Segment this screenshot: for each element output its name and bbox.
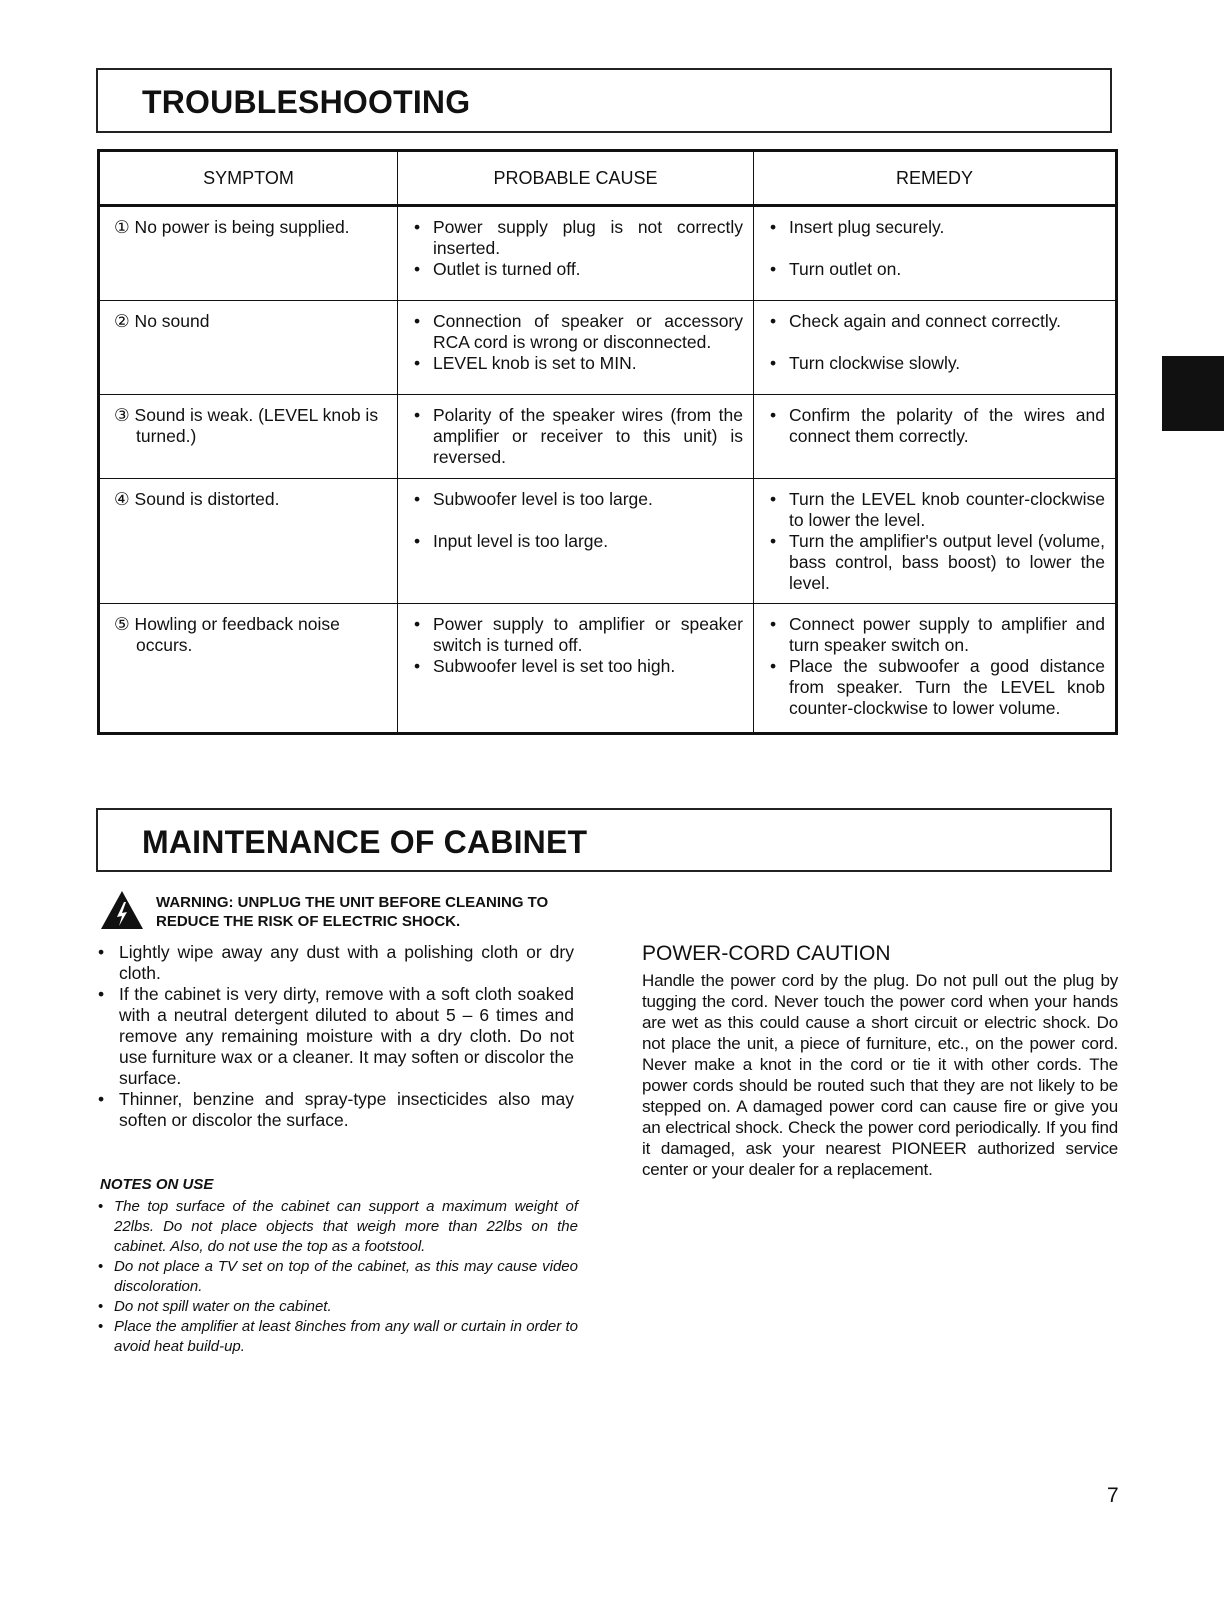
cause-item: • Subwoofer level is too large. <box>410 489 743 510</box>
table-row <box>99 301 1117 395</box>
remedy-cell <box>754 301 1117 395</box>
cause-item: • LEVEL knob is set to MIN. <box>410 353 743 374</box>
list-item: • Lightly wipe away any dust with a polishing cloth or dry cloth. <box>96 942 574 984</box>
remedy-item: • Check again and connect correctly. <box>766 311 1105 332</box>
remedy-item: • Place the subwoofer a good distance from speaker. Turn the LEVEL knob counter-clockwise to lower volume. <box>766 656 1105 719</box>
cause-item: • Polarity of the speaker wires (from the amplifier or receiver to this unit) is reversed. <box>410 405 743 468</box>
cause-cell <box>398 206 754 301</box>
symptom-header: SYMPTOM <box>99 151 398 206</box>
cause-cell <box>398 604 754 734</box>
remedy-cell <box>754 395 1117 479</box>
remedy-cell <box>754 604 1117 734</box>
table-row <box>99 479 1117 604</box>
cause-item: • Power supply to amplifier or speaker switch is turned off. <box>410 614 743 656</box>
list-item: • Thinner, benzine and spray-type insecticides also may soften or discolor the surface. <box>96 1089 574 1131</box>
cause-cell <box>398 301 754 395</box>
symptom-text: ⑤ Howling or feedback noise occurs. <box>114 614 340 655</box>
cause-cell <box>398 395 754 479</box>
notes-title: NOTES ON USE <box>100 1176 214 1193</box>
power-cord-title: POWER-CORD CAUTION <box>642 942 891 965</box>
remedy-item: • Turn the LEVEL knob counter-clockwise to lower the level. <box>766 489 1105 531</box>
symptom-text: ① No power is being supplied. <box>114 217 350 237</box>
power-cord-caution <box>642 942 1118 1180</box>
table-row <box>99 395 1117 479</box>
troubleshooting-table <box>97 149 1118 735</box>
note-item: • Do not place a TV set on top of the cabinet, as this may cause video discoloration. <box>96 1257 578 1297</box>
troubleshooting-title-box <box>96 68 1112 133</box>
maintenance-title-box <box>96 808 1112 872</box>
note-item: • Do not spill water on the cabinet. <box>96 1297 578 1317</box>
cause-item: • Connection of speaker or accessory RCA cord is wrong or disconnected. <box>410 311 743 353</box>
symptom-cell <box>99 206 398 301</box>
maintenance-list <box>96 942 574 1131</box>
remedy-cell <box>754 479 1117 604</box>
power-cord-text: Handle the power cord by the plug. Do not pull out the plug by tugging the cord. Never touch the power cord when your hands are wet as this could cause a short circuit or electric shock. Do not place the unit, a piece of furniture, etc., on the power cord. Never make a knot in the cord or tie it with other cords. The power cords should be routed such that they are not likely to be stepped on. A damaged power cord can cause fire or give you an electrical shock. Check the power cord periodically. If you find it damaged, ask your nearest PIONEER authorized service center or your dealer for a replacement. <box>642 971 1118 1179</box>
table-row <box>99 604 1117 734</box>
remedy-item: • Turn the amplifier's output level (volume, bass control, bass boost) to lower the level. <box>766 531 1105 594</box>
page-number: 7 <box>1107 1484 1119 1507</box>
remedy-item: • Confirm the polarity of the wires and connect them correctly. <box>766 405 1105 447</box>
remedy-header: REMEDY <box>754 151 1117 206</box>
remedy-item: • Turn clockwise slowly. <box>766 353 1105 374</box>
symptom-text: ③ Sound is weak. (LEVEL knob is turned.) <box>114 405 379 446</box>
electric-shock-warning-icon <box>100 890 144 930</box>
symptom-cell <box>99 301 398 395</box>
cause-item: • Power supply plug is not correctly inserted. <box>410 217 743 259</box>
maintenance-title: MAINTENANCE OF CABINET <box>142 824 588 860</box>
symptom-cell <box>99 479 398 604</box>
symptom-cell <box>99 604 398 734</box>
symptom-text: ④ Sound is distorted. <box>114 489 280 509</box>
remedy-item: • Turn outlet on. <box>766 259 1105 280</box>
note-item: • The top surface of the cabinet can support a maximum weight of 22lbs. Do not place objects that weigh more than 22lbs on the cabinet. Also, do not use the top as a footstool. <box>96 1197 578 1257</box>
section-tab-marker <box>1162 356 1224 431</box>
troubleshooting-title: TROUBLESHOOTING <box>142 84 471 120</box>
cause-item: • Subwoofer level is set too high. <box>410 656 743 677</box>
remedy-item: • Connect power supply to amplifier and turn speaker switch on. <box>766 614 1105 656</box>
warning-text: WARNING: UNPLUG THE UNIT BEFORE CLEANING TO REDUCE THE RISK OF ELECTRIC SHOCK. <box>156 894 549 930</box>
notes-on-use <box>96 1175 578 1357</box>
symptom-cell <box>99 395 398 479</box>
note-item: • Place the amplifier at least 8inches from any wall or curtain in order to avoid heat build-up. <box>96 1317 578 1357</box>
remedy-cell <box>754 206 1117 301</box>
list-item: • If the cabinet is very dirty, remove with a soft cloth soaked with a neutral detergent diluted to about 5 – 6 times and remove any remaining moisture with a dry cloth. Do not use furniture wax or a cleaner. It may soften or discolor the surface. <box>96 984 574 1089</box>
cause-cell <box>398 479 754 604</box>
table-row <box>99 206 1117 301</box>
cause-item: • Outlet is turned off. <box>410 259 743 280</box>
cause-item: • Input level is too large. <box>410 531 743 552</box>
table-header-row <box>99 151 1117 206</box>
symptom-text: ② No sound <box>114 311 210 331</box>
remedy-item: • Insert plug securely. <box>766 217 1105 238</box>
cause-header: PROBABLE CAUSE <box>398 151 754 206</box>
